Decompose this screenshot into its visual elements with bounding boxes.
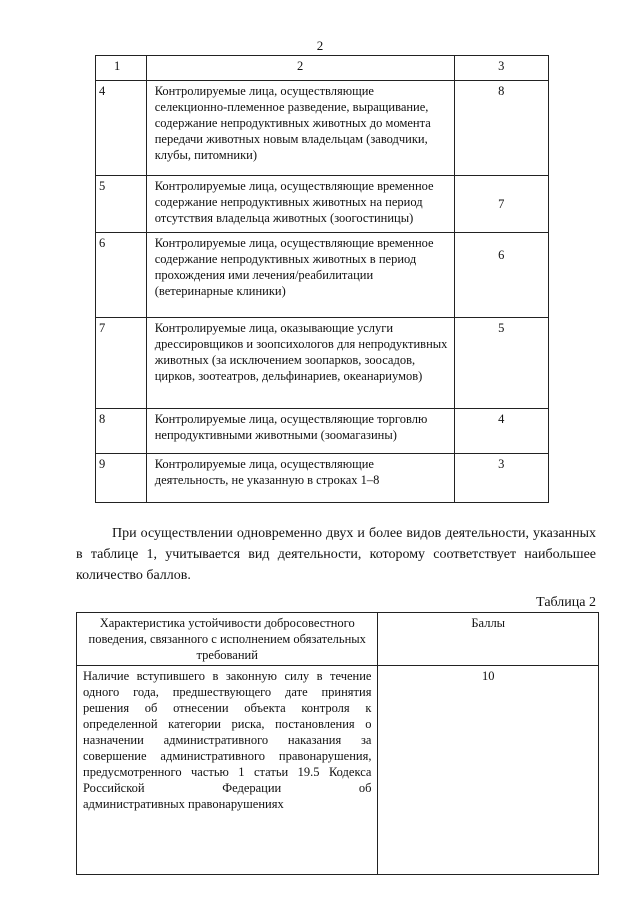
table-row [96, 409, 549, 454]
explanatory-paragraph: При осуществлении одновременно двух и более видов деятельности, указанных в таблице 1, учитывается вид деятельности, которому соответствует наибольшее количество баллов. [76, 526, 596, 583]
row-number: 9 [96, 454, 147, 503]
activity-score-table [95, 55, 549, 503]
table-row [96, 454, 549, 503]
row-description [77, 666, 378, 875]
header-col-3: 3 [454, 56, 548, 81]
row-score: 7 [454, 176, 548, 233]
page-number: 2 [316, 38, 324, 53]
table-header-row [77, 613, 599, 666]
row-description-text: Наличие вступившего в законную силу в течение одного года, предшествующего дате принятия решения об отнесении объекта контроля к определенной категории риска, постановления о назначении административного наказания за совершение административного правонарушения, предусмотренного частью 1 статьи 19.5 Кодекса Российской Федерации об [83, 669, 372, 795]
row-number: 5 [96, 176, 147, 233]
row-description: Контролируемые лица, оказывающие услуги дрессировщиков и зоопсихологов для непродуктивных животных (за исключением зоопарков, зоосадов, цирков, зоотеатров, дельфинариев, океанариумов) [146, 318, 454, 409]
row-score: 3 [454, 454, 548, 503]
table-row [96, 233, 549, 318]
row-description: Контролируемые лица, осуществляющие торговлю непродуктивными животными (зоомагазины) [146, 409, 454, 454]
header-col-1: 1 [96, 56, 147, 81]
row-score: 5 [454, 318, 548, 409]
row-description: Контролируемые лица, осуществляющие временное содержание непродуктивных животных на период отсутствия владельца животных (зоогостиницы) [146, 176, 454, 233]
table-header-row [96, 56, 549, 81]
row-score: 4 [454, 409, 548, 454]
table-row [96, 81, 549, 176]
table-row [77, 666, 599, 875]
row-description: Контролируемые лица, осуществляющие селекционно-племенное разведение, выращивание, содержание непродуктивных животных до момента передачи животных новым владельцам (заводчики, клубы, питомники) [146, 81, 454, 176]
header-characteristic: Характеристика устойчивости добросовестного поведения, связанного с исполнением обязательных требований [77, 613, 378, 666]
conduct-score-table [76, 612, 599, 875]
row-score: 8 [454, 81, 548, 176]
row-score: 10 [378, 666, 599, 875]
table-row [96, 318, 549, 409]
row-score: 6 [454, 233, 548, 318]
table-2-label: Таблица 2 [536, 595, 596, 610]
table-row [96, 176, 549, 233]
row-number: 6 [96, 233, 147, 318]
row-number: 4 [96, 81, 147, 176]
row-number: 8 [96, 409, 147, 454]
row-number: 7 [96, 318, 147, 409]
header-col-2: 2 [146, 56, 454, 81]
row-description: Контролируемые лица, осуществляющие временное содержание непродуктивных животных в период прохождения ими лечения/реабилитации (ветеринарные клиники) [146, 233, 454, 318]
row-description: Контролируемые лица, осуществляющие деятельность, не указанную в строках 1–8 [146, 454, 454, 503]
header-score: Баллы [378, 613, 599, 666]
row-description-last-line: административных правонарушениях [83, 797, 284, 811]
